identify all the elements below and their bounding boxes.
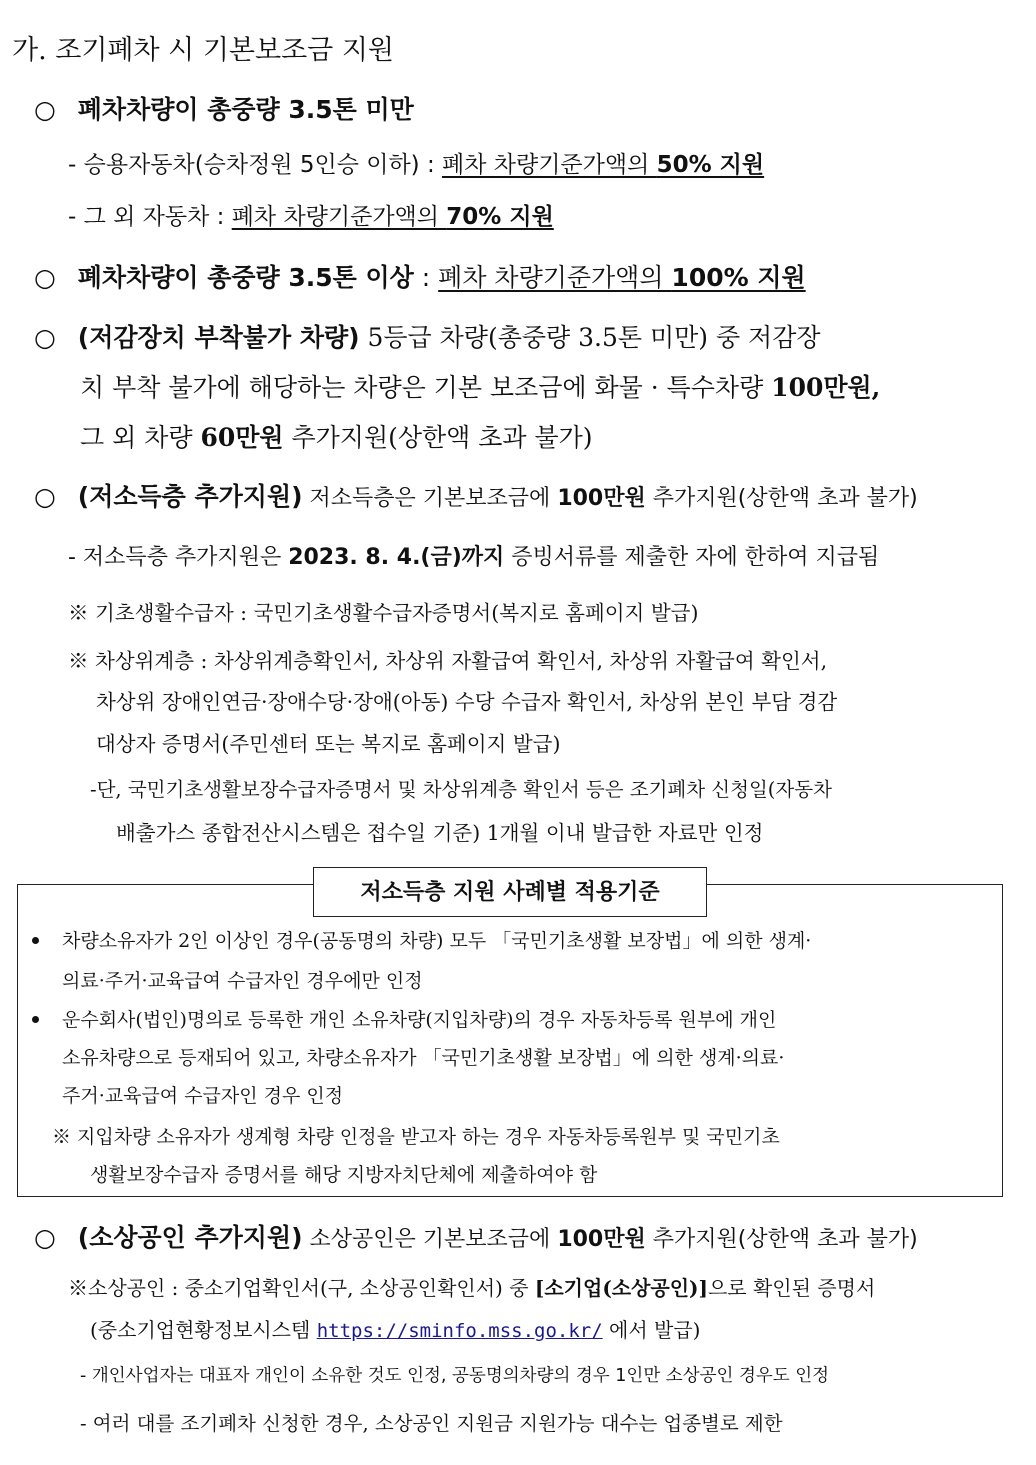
bullet-dot-icon [32, 1016, 39, 1023]
item3-line2-bold: 100만원, [771, 373, 881, 402]
item4-note1: ※ 기초생활수급자 : 국민기초생활수급자증명서(복지로 홈페이지 발급) [68, 601, 699, 625]
item4-heading: (저소득층 추가지원) [77, 482, 303, 511]
item5-note-pre: ※소상공인 : 중소기업확인서(구, 소상공인확인서) 중 [68, 1276, 535, 1300]
box-bullet2-line2: 소유차량으로 등재되어 있고, 차량소유자가 「국민기초생활 보장법」에 의한 생계·의료· [62, 1047, 785, 1069]
bullet-dot-icon [32, 937, 39, 944]
item4-rest-pre: 저소득층은 기본보조금에 [302, 486, 558, 511]
circle-bullet-icon: ○ [34, 482, 56, 511]
item4-note3-line1: -단, 국민기초생활보장수급자증명서 및 차상위계층 확인서 등은 조기폐차 신청일(자동차 [90, 778, 832, 801]
circle-bullet-icon: ○ [34, 263, 56, 292]
item3-line1-rest: 5등급 차량(총중량 3.5톤 미만) 중 저감장 [359, 323, 821, 352]
box-bullet1-line2: 의료·주거·교육급여 수급자인 경우에만 인정 [62, 970, 423, 992]
item3-line2-pre: 치 부착 불가에 해당하는 차량은 기본 보조금에 화물 · 특수차량 [80, 373, 772, 402]
item2-underline: 폐차 차량기준가액의 100% 지원 [438, 263, 806, 292]
item5-rest-pre: 소상공인은 기본보조금에 [302, 1227, 558, 1252]
item3-heading: (저감장치 부착불가 차량) [77, 323, 360, 352]
item3-line3-pre: 그 외 차량 [80, 423, 201, 452]
item5-note-bold: [소기업(소상공인)] [534, 1276, 708, 1300]
box-bullet1-line1: 차량소유자가 2인 이상인 경우(공동명의 차량) 모두 「국민기초생활 보장법」에 의한 생계· [62, 930, 812, 952]
item1-sub1 [68, 146, 764, 179]
box-note-line1: ※ 지입차량 소유자가 생계형 차량 인정을 받고자 하는 경우 자동차등록원부 및 국민기초 [52, 1126, 780, 1148]
item1-sub2 [68, 198, 554, 231]
item4-sub [68, 540, 879, 571]
item4-rest-bold: 100만원 [557, 486, 646, 511]
item3-line1 [34, 318, 821, 354]
item5-rest-post: 추가지원(상한액 초과 불가) [645, 1227, 918, 1252]
item4-note2-line3: 대상자 증명서(주민센터 또는 복지로 홈페이지 발급) [96, 732, 561, 756]
item4-line [34, 477, 918, 513]
item4-note2-line2: 차상위 장애인연금·장애수당·장애(아동) 수당 수급자 확인서, 차상위 본인 부담 경감 [96, 690, 838, 714]
circle-bullet-icon: ○ [34, 1223, 56, 1252]
item5-rest-bold: 100만원 [557, 1227, 646, 1252]
item4-sub-pre: - 저소득층 추가지원은 [68, 545, 289, 570]
sub2-underline: 폐차 차량기준가액의 70% 지원 [231, 204, 554, 230]
item5-note-line1 [68, 1272, 875, 1301]
item4-note2-line1: ※ 차상위계층 : 차상위계층확인서, 차상위 자활급여 확인서, 차상위 자활급여 확인서, [68, 649, 828, 673]
sub1-underline: 폐차 차량기준가액의 50% 지원 [442, 152, 765, 178]
item3-line2 [80, 368, 880, 404]
item5-note-l2-post: 에서 발급) [602, 1318, 701, 1342]
box-bullet2-line3: 주거·교육급여 수급자인 경우 인정 [62, 1085, 344, 1107]
item2-heading: 폐차차량이 총중량 3.5톤 이상 [77, 263, 414, 292]
criteria-box-title: 저소득층 지원 사례별 적용기준 [313, 867, 707, 917]
item5-heading: (소상공인 추가지원) [77, 1223, 303, 1252]
item5-note-post: 으로 확인된 증명서 [707, 1276, 876, 1300]
sminfo-link[interactable]: https://sminfo.mss.go.kr/ [316, 1320, 603, 1342]
item4-sub-post: 증빙서류를 제출한 자에 한하여 지급됨 [504, 545, 880, 570]
item3-line3-post: 추가지원(상한액 초과 불가) [283, 423, 593, 452]
circle-bullet-icon: ○ [34, 95, 56, 124]
circle-bullet-icon: ○ [34, 323, 56, 352]
item3-line3-bold: 60만원 [200, 423, 284, 452]
box-note-line2: 생활보장수급자 증명서를 해당 지방자치단체에 제출하여야 함 [90, 1164, 598, 1186]
item5-sub2: - 여러 대를 조기폐차 신청한 경우, 소상공인 지원금 지원가능 대수는 업종별로 제한 [80, 1412, 783, 1435]
item5-note-line2 [90, 1314, 700, 1343]
item4-note3-line2: 배출가스 종합전산시스템은 접수일 기준) 1개월 이내 발급한 자료만 인정 [116, 821, 764, 845]
item5-line [34, 1218, 918, 1254]
box-bullet2-line1: 운수회사(법인)명의로 등록한 개인 소유차량(지입차량)의 경우 자동차등록 원부에 개인 [62, 1009, 777, 1031]
sub2-prefix: - 그 외 자동차 : [68, 204, 232, 230]
item5-note-l2-pre: (중소기업현황정보시스템 [90, 1318, 317, 1342]
item5-sub1: - 개인사업자는 대표자 개인이 소유한 것도 인정, 공동명의차량의 경우 1인만 소상공인 경우도 인정 [80, 1366, 830, 1386]
item3-line3 [80, 418, 593, 454]
item1-line [34, 90, 414, 126]
item2-colon: : [413, 263, 439, 292]
item1-heading: 폐차차량이 총중량 3.5톤 미만 [77, 95, 414, 124]
sub1-prefix: - 승용자동차(승차정원 5인승 이하) : [68, 152, 443, 178]
item4-rest-post: 추가지원(상한액 초과 불가) [645, 486, 918, 511]
item4-sub-bold: 2023. 8. 4.(금)까지 [288, 545, 505, 570]
item2-line [34, 258, 806, 294]
section-title: 가. 조기폐차 시 기본보조금 지원 [12, 35, 394, 66]
